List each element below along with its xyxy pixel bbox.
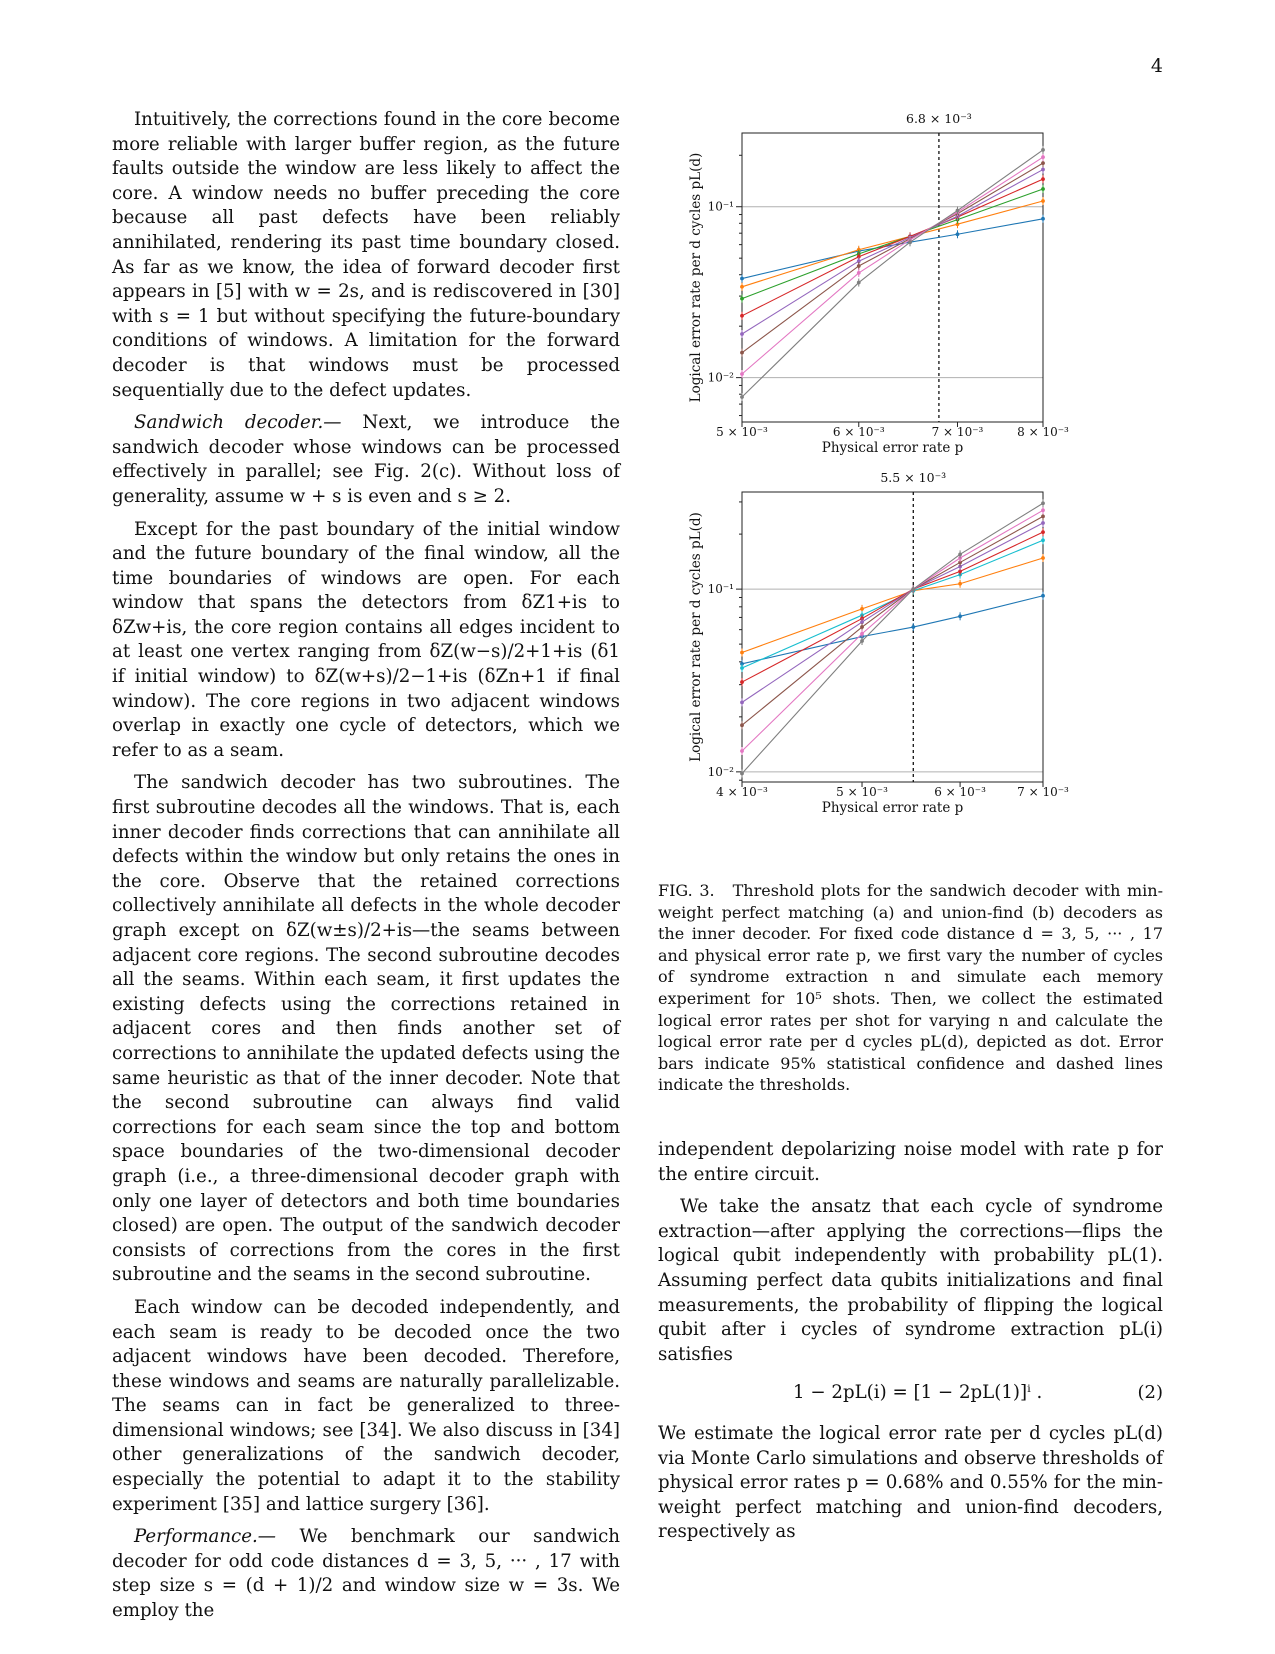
- equation-body: 1 − 2pL(i) = [1 − 2pL(1)]ⁱ .: [793, 1382, 1043, 1404]
- figure-caption: [658, 880, 1163, 1096]
- data-point: [740, 651, 744, 655]
- data-point: [857, 281, 861, 285]
- caption-text: Threshold plots for the sandwich decoder with min-weight perfect matching (a) and union-find (b) decoders as the inner decoder. For fixed code distance d = 3, 5, ··· , 17 and physical error rate p, we first vary the number of cycles of syndrome extraction n and simulate each memory experiment for 10⁵ shots. Then, we collect the estimated logical error rates per shot for varying n and calculate the logical error rate per d cycles pL(d), depicted as dot. Error bars indicate 95% statistical confidence and dashed lines indicate the thresholds.: [658, 881, 1164, 1095]
- data-point: [740, 680, 744, 684]
- y-axis-label: Logical error rate per d cycles pL(d): [688, 512, 704, 762]
- data-point: [1041, 515, 1045, 519]
- equation: [658, 1381, 1163, 1406]
- data-point: [958, 582, 962, 586]
- right-column: [658, 1138, 1163, 1553]
- data-point: [1041, 155, 1045, 159]
- data-point: [1041, 187, 1045, 191]
- data-point: [740, 772, 744, 776]
- paragraph: independent depolarizing noise model with rate p for the entire circuit.: [658, 1139, 1163, 1185]
- series-line: [742, 516, 1043, 725]
- x-tick-label: 6 × 10⁻³: [832, 425, 885, 439]
- paragraph: The sandwich decoder has two subroutines. The first subroutine decodes all the windows. That is, each inner decoder finds corrections that can annihilate all defects within the window but only retains the ones in the core. Observe that the retained corrections collectively annihilate all defects in the whole decoder graph except on δZ(w±s)/2+is—the seams between adjacent core regions. The second subroutine decodes all the seams. Within each seam, it first updates the existing defects using the corrections retained in adjacent cores and then finds another set of corrections to annihilate the updated defects using the same heuristic as that of the inner decoder. Note that the second subroutine can always find valid corrections for each seam since the top and bottom space boundaries of the two-dimensional decoder graph (i.e., a three-dimensional decoder graph with only one layer of detectors and both time boundaries closed) are open. The output of the sandwich decoder consists of corrections from the cores in the first subroutine and the seams in the second subroutine.: [112, 772, 620, 1286]
- series-line: [742, 503, 1043, 773]
- threshold-label: 5.5 × 10⁻³: [880, 470, 947, 485]
- plot-frame: [742, 133, 1043, 422]
- data-point: [1041, 199, 1045, 203]
- x-tick-label: 8 × 10⁻³: [1017, 425, 1069, 439]
- data-point: [1041, 217, 1045, 221]
- data-point: [1041, 508, 1045, 512]
- series-line: [742, 219, 1043, 279]
- paragraph: Except for the past boundary of the initial window and the future boundary of the final window, all the time boundaries of windows are open. For each window that spans the detectors from δZ1+is to δZw+is, the core region contains all edges incident to at least one vertex ranging from δZ(w−s)/2+1+is (δ1 if initial window) to δZ(w+s)/2−1+is (δZn+1 if final window). The core regions in two adjacent windows overlap in exactly one cycle of detectors, which we refer to as a seam.: [112, 518, 620, 761]
- data-point: [740, 332, 744, 336]
- data-point: [740, 314, 744, 318]
- y-tick-label: 10⁻²: [707, 764, 734, 779]
- data-point: [1041, 594, 1045, 598]
- y-tick-label: 10⁻¹: [707, 582, 734, 597]
- y-axis-label: Logical error rate per d cycles pL(d): [688, 152, 704, 403]
- series-line: [742, 163, 1043, 353]
- series-line: [742, 523, 1043, 702]
- data-point: [911, 625, 915, 629]
- data-point: [740, 749, 744, 753]
- data-point: [1041, 521, 1045, 525]
- data-point: [958, 614, 962, 618]
- data-point: [740, 285, 744, 289]
- data-point: [1041, 501, 1045, 505]
- data-point: [857, 271, 861, 275]
- page-number: 4: [1150, 55, 1163, 77]
- x-tick-label: 4 × 10⁻³: [716, 785, 768, 799]
- data-point: [740, 277, 744, 281]
- threshold-label: 6.8 × 10⁻³: [906, 111, 972, 126]
- paragraph-lead: Performance.—: [134, 1526, 276, 1548]
- y-tick-label: 10⁻¹: [707, 199, 734, 214]
- data-point: [908, 240, 912, 244]
- data-point: [740, 723, 744, 727]
- x-tick-label: 7 × 10⁻³: [931, 425, 984, 439]
- data-point: [1041, 538, 1045, 542]
- x-tick-label: 5 × 10⁻³: [716, 425, 768, 439]
- data-point: [857, 264, 861, 268]
- x-axis-label: Physical error rate p: [821, 440, 964, 456]
- paragraph-lead: Sandwich decoder.—: [134, 412, 342, 434]
- plot-frame: [742, 492, 1043, 782]
- data-point: [1041, 530, 1045, 534]
- data-point: [740, 372, 744, 376]
- data-point: [958, 552, 962, 556]
- data-point: [1041, 556, 1045, 560]
- series-line: [742, 596, 1043, 664]
- data-point: [860, 607, 864, 611]
- x-axis-label: Physical error rate p: [821, 800, 964, 816]
- data-point: [740, 666, 744, 670]
- data-point: [911, 587, 915, 591]
- series-line: [742, 150, 1043, 397]
- y-tick-label: 10⁻²: [707, 370, 734, 385]
- data-point: [740, 700, 744, 704]
- x-tick-label: 6 × 10⁻³: [934, 785, 986, 799]
- paragraph: We take the ansatz that each cycle of syndrome extraction—after applying the corrections—flips the logical qubit independently with probability pL(1). Assuming perfect data qubits initializations and final measurements, the probability of flipping the logical qubit after i cycles of syndrome extraction pL(i) satisfies: [658, 1196, 1163, 1365]
- data-point: [740, 351, 744, 355]
- data-point: [860, 639, 864, 643]
- figure-label: FIG. 3.: [658, 881, 715, 900]
- series-line: [742, 558, 1043, 652]
- data-point: [1041, 148, 1045, 152]
- paragraph-body: We benchmark our sandwich decoder for odd code distances d = 3, 5, ··· , 17 with step size s = (d + 1)/2 and window size w = 3s. We employ the: [112, 1526, 620, 1622]
- x-tick-label: 5 × 10⁻³: [836, 785, 888, 799]
- data-point: [1041, 177, 1045, 181]
- paragraph: Intuitively, the corrections found in the core become more reliable with larger buffer region, as the future faults outside the window are less likely to affect the core. A window needs no buffer preceding the core because all past defects have been reliably annihilated, rendering its past time boundary closed. As far as we know, the idea of forward decoder first appears in [5] with w = 2s, and is rediscovered in [30] with s = 1 but without specifying the future-boundary conditions of windows. A limitation for the forward decoder is that windows must be processed sequentially due to the defect updates.: [112, 109, 620, 401]
- paragraph-body: Next, we introduce the sandwich decoder whose windows can be processed effectively in parallel; see Fig. 2(c). Without loss of generality, assume w + s is even and s ≥ 2.: [112, 412, 620, 507]
- data-point: [740, 395, 744, 399]
- data-point: [956, 209, 960, 213]
- equation-number: (2): [1137, 1382, 1163, 1404]
- data-point: [956, 232, 960, 236]
- data-point: [1041, 168, 1045, 172]
- paragraph: We estimate the logical error rate per d cycles pL(d) via Monte Carlo simulations and observe thresholds of physical error rates p = 0.68% and 0.55% for the min-weight perfect matching and union-find decoders, respectively as: [658, 1422, 1163, 1543]
- data-point: [1041, 161, 1045, 165]
- paragraph: Each window can be decoded independently, and each seam is ready to be decoded once the two adjacent windows have been decoded. Therefore, these windows and seams are naturally parallelizable. The seams can in fact be generalized to three-dimensional windows; see [34]. We also discuss in [34] other generalizations of the sandwich decoder, especially the potential to adapt it to the stability experiment [35] and lattice surgery [36].: [112, 1296, 620, 1515]
- data-point: [740, 297, 744, 301]
- data-point: [860, 632, 864, 636]
- data-point: [860, 625, 864, 629]
- x-tick-label: 7 × 10⁻³: [1017, 785, 1069, 799]
